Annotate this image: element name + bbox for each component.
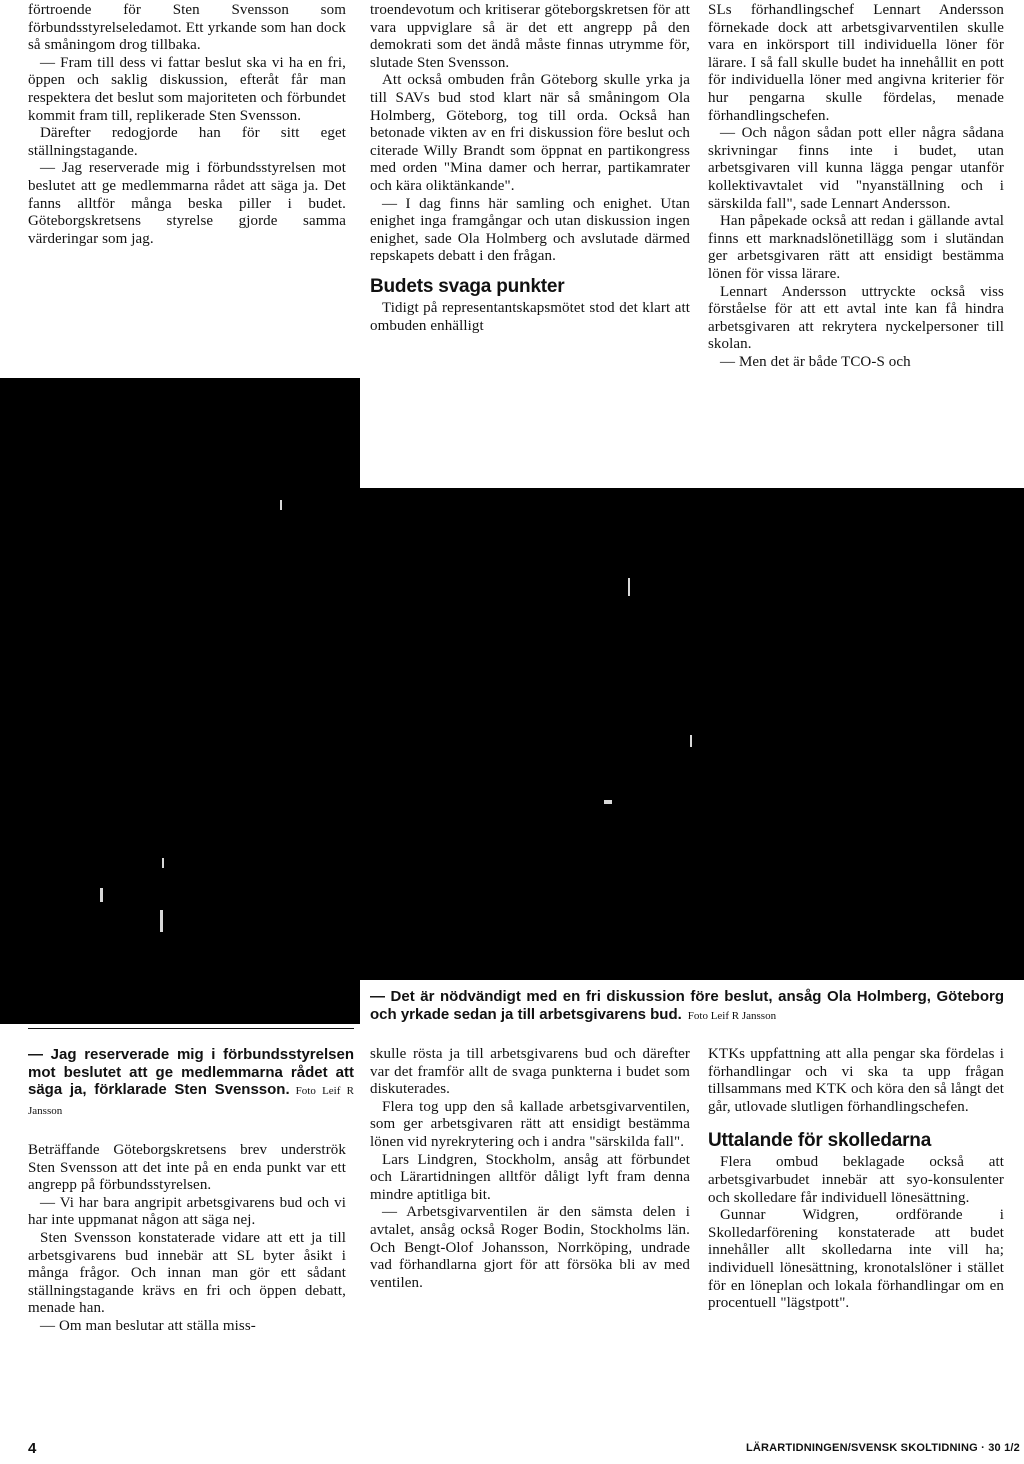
- section-heading: Uttalande för skolledarna: [708, 1130, 932, 1152]
- paragraph: SLs förhandlingschef Lennart Andersson förnekade dock att arbetsgivarventilen skulle vara en inkörsport till individuella löner för lärare. I så fall skulle budet ha innehållit en pott för individuella löner med angivna kriterier för hur pengarna skulle fördelas, menade förhandlingschefen.: [708, 2, 1004, 124]
- photo-detail: [604, 800, 612, 804]
- paragraph: Sten Svensson konstaterade vidare att ett ja till arbetsgivarens bud innebär att SL byter åsikt i många frågor. Och innan man gör ett sådant ställningstagande krävs en fri och öppen debatt, menade han.: [28, 1229, 346, 1317]
- column-3-top: [708, 2, 1004, 371]
- paragraph: — Jag reserverade mig i förbundsstyrelsen mot beslutet att ge medlemmarna rådet att säga ja. Det fanns alltför många beska piller i budet. Göteborgskretsens styrelse gjorde samma värderingar som jag.: [28, 160, 346, 247]
- paragraph: skulle rösta ja till arbetsgivarens bud och därefter var det framför allt de svaga punkterna i budet som diskuterades.: [370, 1046, 690, 1098]
- paragraph: Lennart Andersson uttryckte också viss förståelse för att ett avtal inte kan få hindra arbetsgivaren att rekrytera nyckelpersoner till skolan.: [708, 283, 1004, 353]
- column-2-bottom: [370, 1046, 690, 1292]
- paragraph: Flera ombud beklagade också att arbetsgivarbudet innebär att syo-konsulenter och skolledare får individuell lönesättning.: [708, 1154, 1004, 1206]
- paragraph: — Arbetsgivarventilen är den sämsta delen i avtalet, ansåg också Roger Bodin, Stockholms län. Och Bengt-Olof Johansson, Norrköping, undrade vad förhandlarna gjort för att försöka bli av med ventilen.: [370, 1204, 690, 1291]
- photo-detail: [628, 578, 630, 596]
- paragraph: troendevotum och kritiserar göteborgskretsen för att vara uppviglare så är det ett angrepp på den demokrati som det ändå måste finnas utrymme för, slutade Sten Svensson.: [370, 2, 690, 71]
- column-1-top: [28, 2, 346, 248]
- paragraph: Han påpekade också att redan i gällande avtal finns ett marknadslönetillägg som i slutändan ger arbetsgivaren rätt att ensidigt bestämma lönen för vissa lärare.: [708, 213, 1004, 282]
- page-number: 4: [28, 1440, 37, 1457]
- paragraph: Lars Lindgren, Stockholm, ansåg att förbundet och Lärartidningen alltför dåligt lyft fram denna mindre aptitliga bit.: [370, 1151, 690, 1203]
- column-2-top: [370, 2, 690, 335]
- photo-detail: [162, 858, 164, 868]
- photo-credit: Foto Leif R Jansson: [28, 1085, 354, 1117]
- paragraph: Beträffande Göteborgskretsens brev underströk Sten Svensson att det inte på en enda punkt var ett angrepp på förbundsstyrelsen.: [28, 1142, 346, 1194]
- paragraph: Gunnar Widgren, ordförande i Skolledarförening konstaterade att budet innehåller allt skolledarna inte vill ha; individuell lönesättning, kronotalslöner i stället för en löneplan och lokala förhandlingar om en procentuell "lägstpott".: [708, 1207, 1004, 1312]
- paragraph: — Om man beslutar att ställa miss-: [40, 1317, 256, 1334]
- photo-detail: [690, 735, 692, 747]
- paragraph: Flera tog upp den så kallade arbetsgivarventilen, som ger arbetsgivaren rätt att ensidigt bestämma lönen vid nyrekrytering och i andra "särskilda fall".: [370, 1098, 690, 1150]
- caption-text: — Jag reserverade mig i förbundsstyrelsen mot beslutet att ge medlemmarna rådet att säga ja, förklarade Sten Svensson.: [28, 1046, 354, 1098]
- publication-footer: LÄRARTIDNINGEN/SVENSK SKOLTIDNING · 30 1/2: [745, 1442, 1020, 1454]
- photo-detail: [100, 888, 103, 902]
- paragraph: Tidigt på representantskapsmötet stod det klart att ombuden enhälligt: [370, 299, 690, 334]
- photo-detail: [280, 500, 282, 510]
- photo-ola-holmberg: [0, 488, 1024, 980]
- photo-left-caption: [28, 1046, 354, 1120]
- paragraph: KTKs uppfattning att alla pengar ska fördelas i förhandlingar och vi ska ta upp frågan tillsammans med KTK och köra den så långt det går, utlovade slutligen förhandlingschefen.: [708, 1046, 1004, 1115]
- photo-right-caption: [370, 988, 1004, 1025]
- caption-text: — Det är nödvändigt med en fri diskussion före beslut, ansåg Ola Holmberg, Göteborg och yrkade sedan ja till arbetsgivarens bud.: [370, 988, 1004, 1023]
- paragraph: — Vi har bara angripit arbetsgivarens bud och vi har inte uppmanat någon att säga nej.: [28, 1194, 346, 1229]
- paragraph: — Och någon sådan pott eller några sådana skrivningar finns inte i budet, utan arbetsgivaren vill kunna lägga pengar utanför kollektivavtalet vid "nyanställning och i särskilda fall", sade Lennart Andersson.: [708, 125, 1004, 212]
- column-1-bottom: [28, 1142, 346, 1336]
- paragraph: Därefter redogjorde han för sitt eget ställningstagande.: [28, 125, 346, 159]
- caption-rule: [28, 1028, 354, 1029]
- paragraph: Att också ombuden från Göteborg skulle yrka ja till SAVs bud stod klart när så småningom Ola Holmberg, Göteborg, tog till orda. Också han betonade vikten av en fri diskussion före beslut och citerade Willy Brandt som öppnat en partikongress med orden "Mina damer och herrar, partikamrater och kära oliktänkande".: [370, 72, 690, 194]
- column-3-bottom: [708, 1046, 1004, 1313]
- photo-detail: [160, 910, 163, 932]
- photo-credit: Foto Leif R Jansson: [687, 1009, 777, 1022]
- paragraph: — I dag finns här samling och enighet. Utan enighet inga framgångar och utan diskussion ingen enighet, sade Ola Holmberg och avslutade därmed repskapets debatt i den frågan.: [370, 195, 690, 265]
- paragraph: — Fram till dess vi fattar beslut ska vi ha en fri, öppen och saklig diskussion, efteråt får man respektera det beslut som majoriteten och förbundet kommit fram till, replikerade Sten Svensson.: [28, 54, 346, 124]
- paragraph: förtroende för Sten Svensson som förbundsstyrelseledamot. Ett yrkande som han dock så småningom drog tillbaka.: [28, 2, 346, 54]
- paragraph: — Men det är både TCO-S och: [720, 353, 911, 370]
- section-heading: Budets svaga punkter: [370, 275, 565, 297]
